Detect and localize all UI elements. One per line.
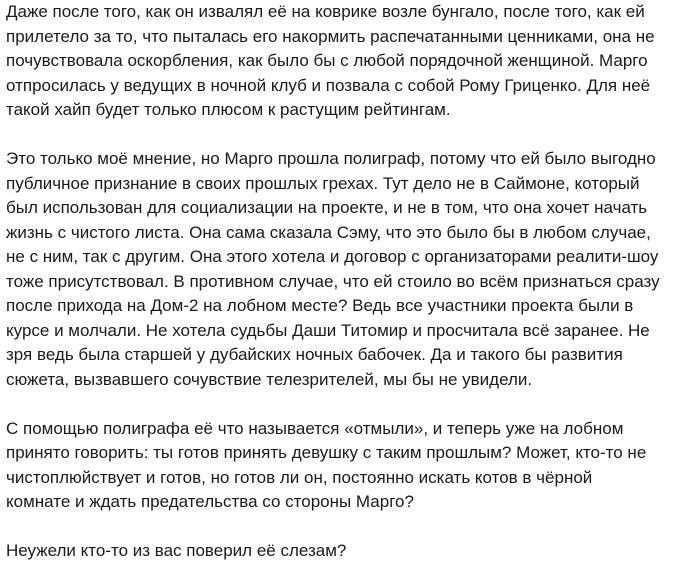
text-line: почувствовала оскорбления, как было бы с любой порядочной женщиной. Марго xyxy=(6,51,648,70)
text-line: жизнь с чистого листа. Она сама сказала Сэму, что это было бы в любом случае, xyxy=(6,222,651,242)
paragraph xyxy=(6,0,696,123)
text-line: такой хайп будет только плюсом к растущим рейтингам. xyxy=(6,100,451,119)
text-line: комнате и ждать предательства со стороны Марго? xyxy=(6,492,414,511)
text-line: Неужели кто-то из вас поверил её слезам? xyxy=(6,541,347,560)
paragraph xyxy=(6,147,696,392)
text-line: не с ним, так с другим. Она этого хотела и договор с организаторами реалити-шоу xyxy=(6,247,659,266)
text-line: был использован для социализации на проекте, и не в том, что она хочет начать xyxy=(6,198,648,217)
text-line: Это только моё мнение, но Марго прошла полиграф, потому что ей было выгодно xyxy=(6,149,656,168)
text-line: прилетело за то, что пыталась его накормить распечатанными ценниками, она не xyxy=(6,26,655,46)
text-line: после прихода на Дом-2 на лобном месте? Ведь все участники проекта были в xyxy=(6,296,634,315)
article-body xyxy=(6,0,696,588)
text-line: публичное признание в своих прошлых грехах. Тут дело не в Саймоне, который xyxy=(6,173,640,193)
text-line: зря ведь была старшей у дубайских ночных бабочек. Да и такого бы развития xyxy=(6,345,623,364)
text-line: курсе и молчали. Не хотела судьбы Даши Титомир и просчитала всё заранее. Не xyxy=(6,320,650,340)
text-line: чистоплюйствует и готов, но готов ли он, постоянно искать котов в чёрной xyxy=(6,467,593,487)
text-line: С помощью полиграфа её что называется «отмыли», и теперь уже на лобном xyxy=(6,418,624,438)
text-line: Даже после того, как он извалял её на коврике возле бунгало, после того, как ей xyxy=(6,2,645,21)
text-line: принято говорить: ты готов принять девушку с таким прошлым? Может, кто-то не xyxy=(6,443,647,462)
text-line: тоже присутствовал. В противном случае, что ей стоило во всём признаться сразу xyxy=(6,271,660,291)
text-line: отпросилась у ведущих в ночной клуб и позвала с собой Рому Гриценко. Для неё xyxy=(6,75,651,95)
paragraph xyxy=(6,417,696,515)
paragraph xyxy=(6,539,696,564)
text-line: сюжета, вызвавшего сочувствие телезрителей, мы бы не увидели. xyxy=(6,369,533,389)
